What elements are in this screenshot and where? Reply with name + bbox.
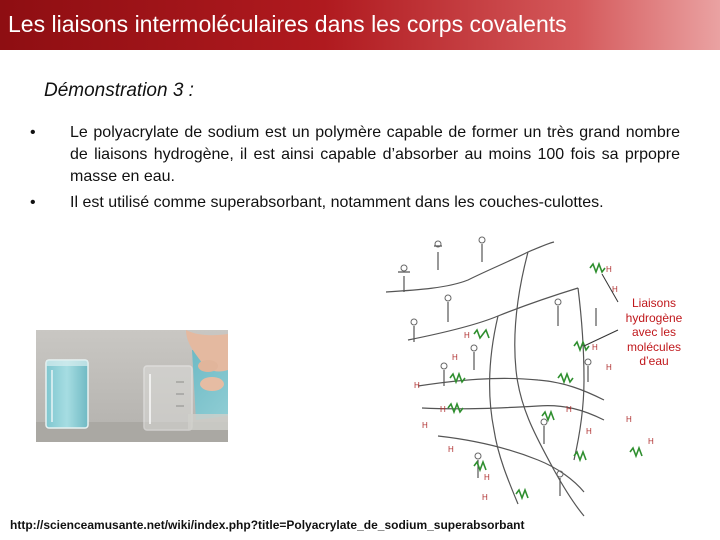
title-bar (0, 0, 720, 50)
slide-title: Les liaisons intermoléculaires dans les corps covalents (8, 11, 567, 37)
diagram-h-label: H (586, 427, 592, 436)
bullet-marker: • (30, 124, 36, 141)
diagram-h-label: H (626, 415, 632, 424)
diagram-h-label: H (452, 353, 458, 362)
callout-line: avec les (631, 325, 677, 339)
callout-line: d’eau (639, 354, 669, 368)
bullet-item (30, 192, 680, 214)
beakers-photo (36, 330, 228, 442)
diagram-h-label: H (414, 381, 420, 390)
bullet-item (30, 122, 680, 188)
hydrogen-bond-callout (618, 296, 690, 369)
diagram-h-label: H (448, 445, 454, 454)
callout-line: molécules (626, 339, 682, 354)
diagram-h-label: H (484, 473, 490, 482)
callout-line: Liaisons (631, 296, 677, 310)
diagram-h-label: H (648, 437, 654, 446)
diagram-h-label: H (482, 493, 488, 502)
source-url: http://scienceamusante.net/wiki/index.php?title=Polyacrylate_de_sodium_superabsorbant (10, 518, 525, 532)
diagram-h-label: H (566, 405, 572, 414)
bullet-text: Il est utilisé comme superabsorbant, notamment dans les couches-culottes. (70, 194, 604, 211)
diagram-h-label: H (464, 331, 470, 340)
bullet-text: Le polyacrylate de sodium est un polymère capable de former un très grand nombre de liaisons hydrogène, il est ainsi capable d’absorber au moins 100 fois sa prpopre masse en eau. (70, 124, 680, 185)
diagram-h-label: H (592, 343, 598, 352)
bullet-marker: • (30, 194, 36, 211)
diagram-h-label: H (606, 363, 612, 372)
diagram-h-label: H (612, 285, 618, 294)
callout-line: hydrogène (625, 310, 683, 325)
diagram-h-label: H (606, 265, 612, 274)
polyacrylate-diagram (378, 230, 678, 520)
diagram-h-label: H (440, 405, 446, 414)
slide-subtitle: Démonstration 3 : (44, 80, 194, 101)
diagram-h-label: H (422, 421, 428, 430)
bullet-list (30, 122, 680, 218)
